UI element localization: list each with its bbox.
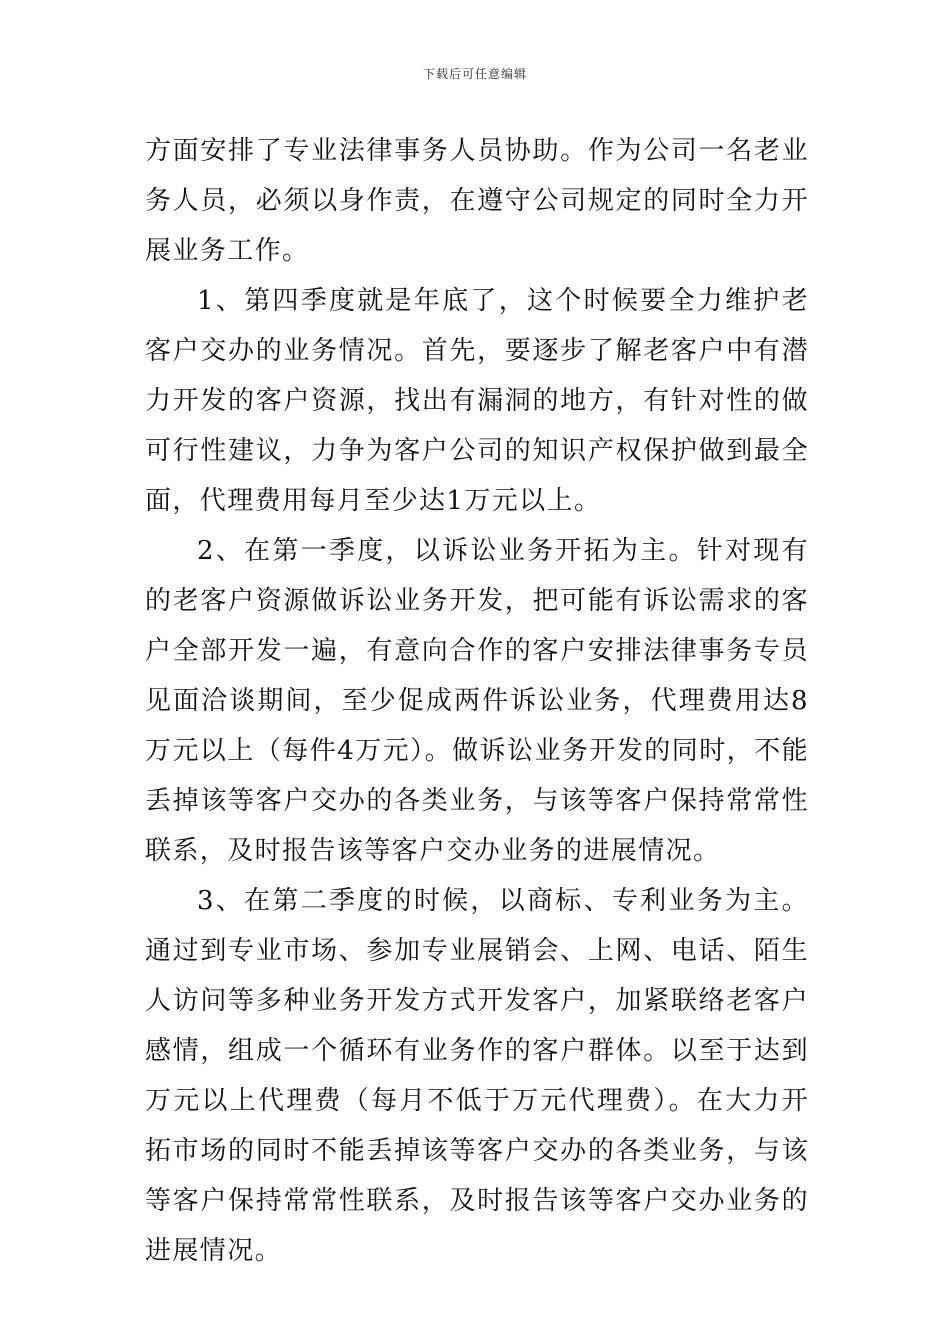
- page-header-note: 下载后可任意编辑: [422, 67, 527, 81]
- paragraph-intro: 方面安排了专业法律事务人员协助。作为公司一名老业务人员，必须以身作责，在遵守公司规定的同时全力开展业务工作。: [145, 136, 809, 266]
- paragraph-item-2: 2、在第一季度，以诉讼业务开拓为主。针对现有的老客户资源做诉讼业务开发，把可能有诉讼需求的客户全部开发一遍，有意向合作的客户安排法律事务专员见面洽谈期间，至少促成两件诉讼业务，代理费用达8万元以上（每件4万元）。做诉讼业务开发的同时，不能丢掉该等客户交办的各类业务，与该等客户保持常常性联系，及时报告该等客户交办业务的进展情况。: [145, 536, 809, 866]
- paragraph-item-1: 1、第四季度就是年底了，这个时候要全力维护老客户交办的业务情况。首先，要逐步了解老客户中有潜力开发的客户资源，找出有漏洞的地方，有针对性的做可行性建议，力争为客户公司的知识产权保护做到最全面，代理费用每月至少达1万元以上。: [145, 286, 809, 516]
- paragraph-item-3: 3、在第二季度的时候，以商标、专利业务为主。通过到专业市场、参加专业展销会、上网、电话、陌生人访问等多种业务开发方式开发客户，加紧联络老客户感情，组成一个循环有业务作的客户群体。以至于达到万元以上代理费（每月不低于万元代理费）。在大力开拓市场的同时不能丢掉该等客户交办的各类业务，与该等客户保持常常性联系，及时报告该等客户交办业务的进展情况。: [145, 886, 809, 1266]
- document-body: [145, 126, 809, 1276]
